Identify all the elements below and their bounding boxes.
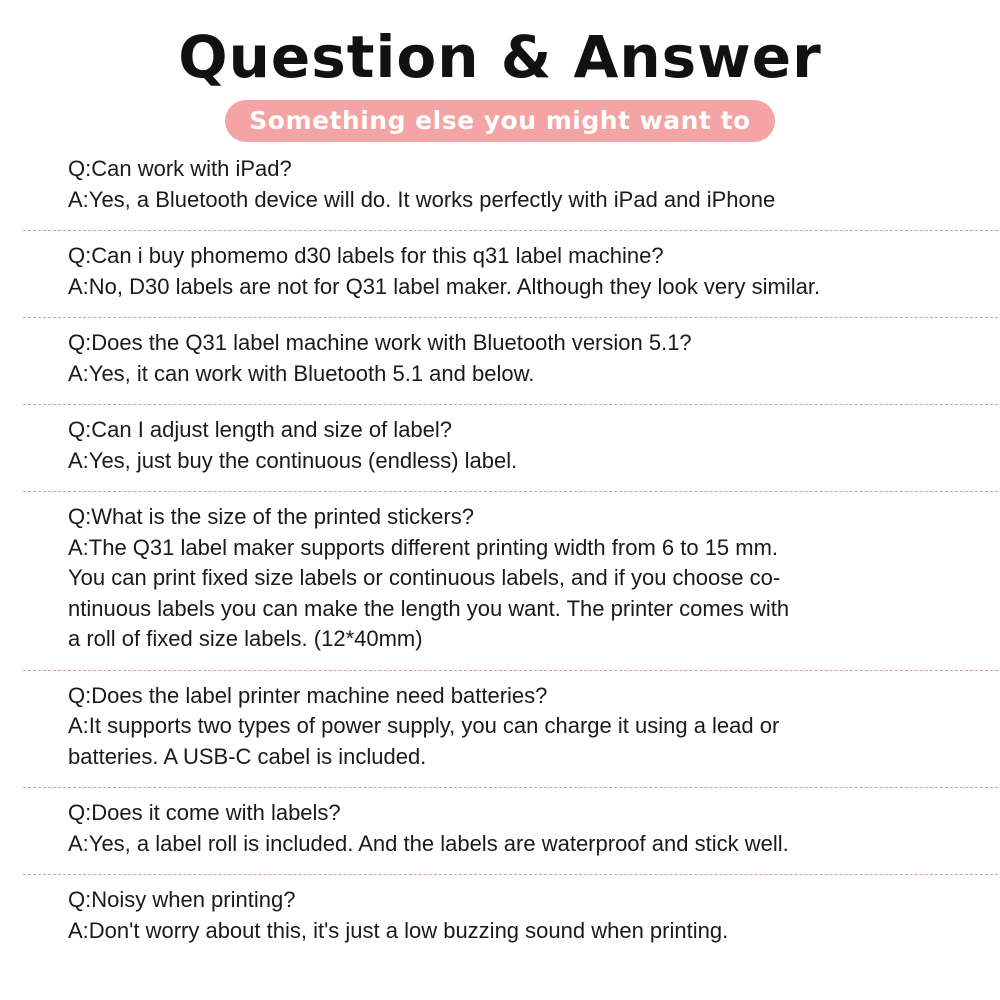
faq-item xyxy=(68,881,968,955)
subtitle-badge: Something else you might want to know xyxy=(225,100,775,142)
answer-text: A:Yes, just buy the continuous (endless) label. xyxy=(68,447,518,473)
question-text: Q:Noisy when printing? xyxy=(68,887,296,912)
faq-item xyxy=(68,150,968,224)
answer-text: A:It supports two types of power supply, you can charge it using a lead or xyxy=(68,713,780,738)
question-text: Q:Can i buy phomemo d30 labels for this q31 label machine? xyxy=(68,243,664,268)
divider xyxy=(23,404,998,405)
answer-text: A:Yes, a label roll is included. And the labels are waterproof and stick well. xyxy=(68,830,789,856)
faq-item xyxy=(68,498,968,664)
question-text: Q:What is the size of the printed stickers? xyxy=(68,504,474,529)
faq-list xyxy=(68,150,968,955)
question-text: Q:Does the label printer machine need batteries? xyxy=(68,682,548,708)
divider xyxy=(23,787,998,788)
divider xyxy=(23,874,998,875)
question-text: Q:Can I adjust length and size of label? xyxy=(68,417,453,442)
answer-text: A:Yes, a Bluetooth device will do. It works perfectly with iPad and iPhone xyxy=(68,186,776,212)
faq-item xyxy=(68,237,968,311)
answer-text: a roll of fixed size labels. (12*40mm) xyxy=(68,626,423,651)
answer-text: batteries. A USB-C cabel is included. xyxy=(68,743,427,769)
divider xyxy=(23,670,998,671)
answer-text: A:Don't worry about this, it's just a low buzzing sound when printing. xyxy=(68,917,729,943)
answer-text: ntinuous labels you can make the length you want. The printer comes with xyxy=(68,595,790,621)
question-text: Q:Does the Q31 label machine work with Bluetooth version 5.1? xyxy=(68,330,692,355)
faq-item xyxy=(68,324,968,398)
divider xyxy=(23,317,998,318)
answer-text: A:No, D30 labels are not for Q31 label maker. Although they look very similar. xyxy=(68,273,821,299)
faq-item xyxy=(68,411,968,485)
answer-text: A:The Q31 label maker supports different printing width from 6 to 15 mm. xyxy=(68,534,779,560)
page-title: Question & Answer xyxy=(178,23,822,91)
answer-text: A:Yes, it can work with Bluetooth 5.1 and below. xyxy=(68,360,535,386)
faq-item xyxy=(68,794,968,868)
faq-item xyxy=(68,677,968,782)
question-text: Q:Can work with iPad? xyxy=(68,156,292,181)
question-text: Q:Does it come with labels? xyxy=(68,800,341,825)
divider xyxy=(23,230,998,231)
answer-text: You can print fixed size labels or continuous labels, and if you choose co- xyxy=(68,565,781,590)
divider xyxy=(23,491,998,492)
